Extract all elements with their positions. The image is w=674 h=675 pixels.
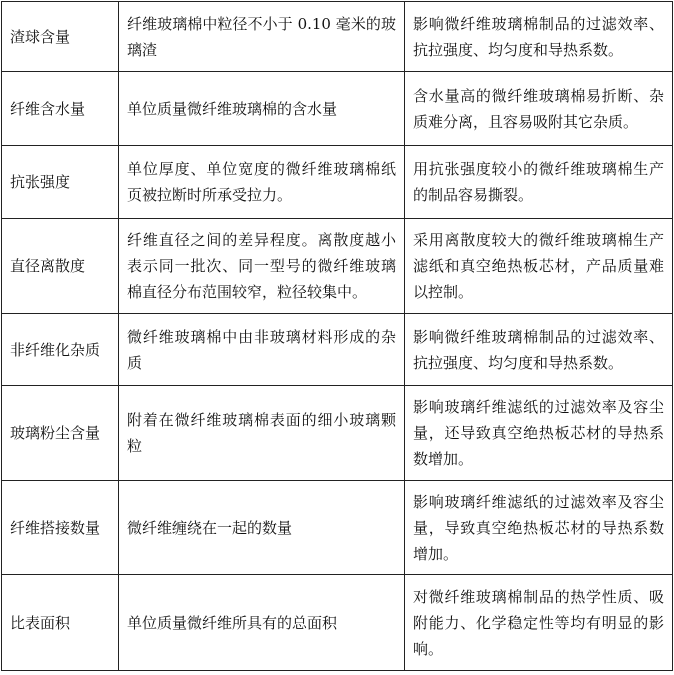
table-row (2, 481, 673, 575)
property-definition: 微纤维玻璃棉中由非玻璃材料形成的杂质 (119, 314, 405, 386)
property-effect: 影响微纤维玻璃棉制品的过滤效率、抗拉强度、均匀度和导热系数。 (405, 2, 673, 72)
property-definition: 纤维玻璃棉中粒径不小于 0.10 毫米的玻璃渣 (119, 2, 405, 72)
property-effect: 用抗张强度较小的微纤维玻璃棉生产的制品容易撕裂。 (405, 146, 673, 219)
table-row (2, 219, 673, 314)
table-row (2, 575, 673, 671)
property-name: 非纤维化杂质 (2, 314, 119, 386)
table-row (2, 386, 673, 481)
property-name: 抗张强度 (2, 146, 119, 219)
property-name: 玻璃粉尘含量 (2, 386, 119, 481)
property-table (1, 1, 673, 671)
property-definition: 附着在微纤维玻璃棉表面的细小玻璃颗粒 (119, 386, 405, 481)
property-name: 渣球含量 (2, 2, 119, 72)
property-name: 纤维含水量 (2, 72, 119, 146)
table-row (2, 146, 673, 219)
property-definition: 纤维直径之间的差异程度。离散度越小表示同一批次、同一型号的微纤维玻璃棉直径分布范围较窄，粒径较集中。 (119, 219, 405, 314)
property-definition: 单位质量微纤维玻璃棉的含水量 (119, 72, 405, 146)
table-row (2, 314, 673, 386)
property-definition: 单位质量微纤维所具有的总面积 (119, 575, 405, 671)
property-name: 纤维搭接数量 (2, 481, 119, 575)
property-effect: 影响玻璃纤维滤纸的过滤效率及容尘量，还导致真空绝热板芯材的导热系数增加。 (405, 386, 673, 481)
property-effect: 影响微纤维玻璃棉制品的过滤效率、抗拉强度、均匀度和导热系数。 (405, 314, 673, 386)
property-effect: 影响玻璃纤维滤纸的过滤效率及容尘量，导致真空绝热板芯材的导热系数增加。 (405, 481, 673, 575)
property-effect: 含水量高的微纤维玻璃棉易折断、杂质难分离，且容易吸附其它杂质。 (405, 72, 673, 146)
property-effect: 对微纤维玻璃棉制品的热学性质、吸附能力、化学稳定性等均有明显的影响。 (405, 575, 673, 671)
table-row (2, 2, 673, 72)
property-name: 比表面积 (2, 575, 119, 671)
property-effect: 采用离散度较大的微纤维玻璃棉生产滤纸和真空绝热板芯材，产品质量难以控制。 (405, 219, 673, 314)
property-name: 直径离散度 (2, 219, 119, 314)
table-row (2, 72, 673, 146)
property-definition: 微纤维缠绕在一起的数量 (119, 481, 405, 575)
property-definition: 单位厚度、单位宽度的微纤维玻璃棉纸页被拉断时所承受拉力。 (119, 146, 405, 219)
